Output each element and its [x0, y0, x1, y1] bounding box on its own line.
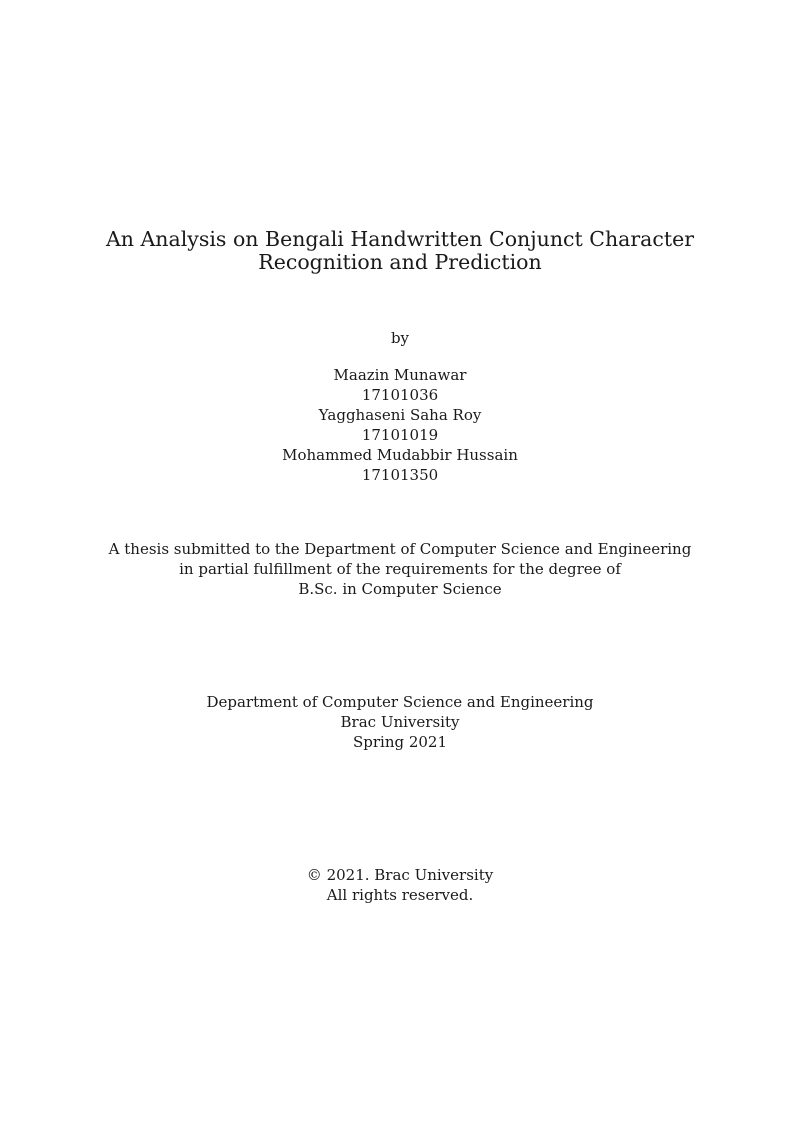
thesis-statement-line-1: A thesis submitted to the Department of Computer Science and Engineering [108, 540, 692, 558]
thesis-statement [0, 539, 800, 599]
copyright-line: © 2021. Brac University [306, 866, 494, 884]
thesis-title-line-1: An Analysis on Bengali Handwritten Conjunct Character [105, 227, 695, 251]
author-id: 17101019 [361, 426, 439, 444]
author-list [0, 365, 800, 485]
author-id: 17101350 [361, 466, 439, 484]
department-name: Department of Computer Science and Engineering [206, 693, 594, 711]
thesis-statement-line-2: in partial fulfillment of the requirements for the degree of [179, 560, 621, 578]
author-name: Mohammed Mudabbir Hussain [282, 446, 518, 464]
author-name: Maazin Munawar [333, 366, 467, 384]
thesis-statement-line-3: B.Sc. in Computer Science [298, 580, 502, 598]
institution-block [0, 692, 800, 752]
thesis-title-line-2: Recognition and Prediction [258, 250, 542, 274]
thesis-title [0, 228, 800, 274]
by-label: by [390, 329, 410, 347]
author-id: 17101036 [361, 386, 439, 404]
rights-line: All rights reserved. [326, 886, 474, 904]
university-name: Brac University [340, 713, 460, 731]
author-name: Yagghaseni Saha Roy [318, 406, 482, 424]
term: Spring 2021 [352, 733, 448, 751]
copyright-block [0, 865, 800, 905]
